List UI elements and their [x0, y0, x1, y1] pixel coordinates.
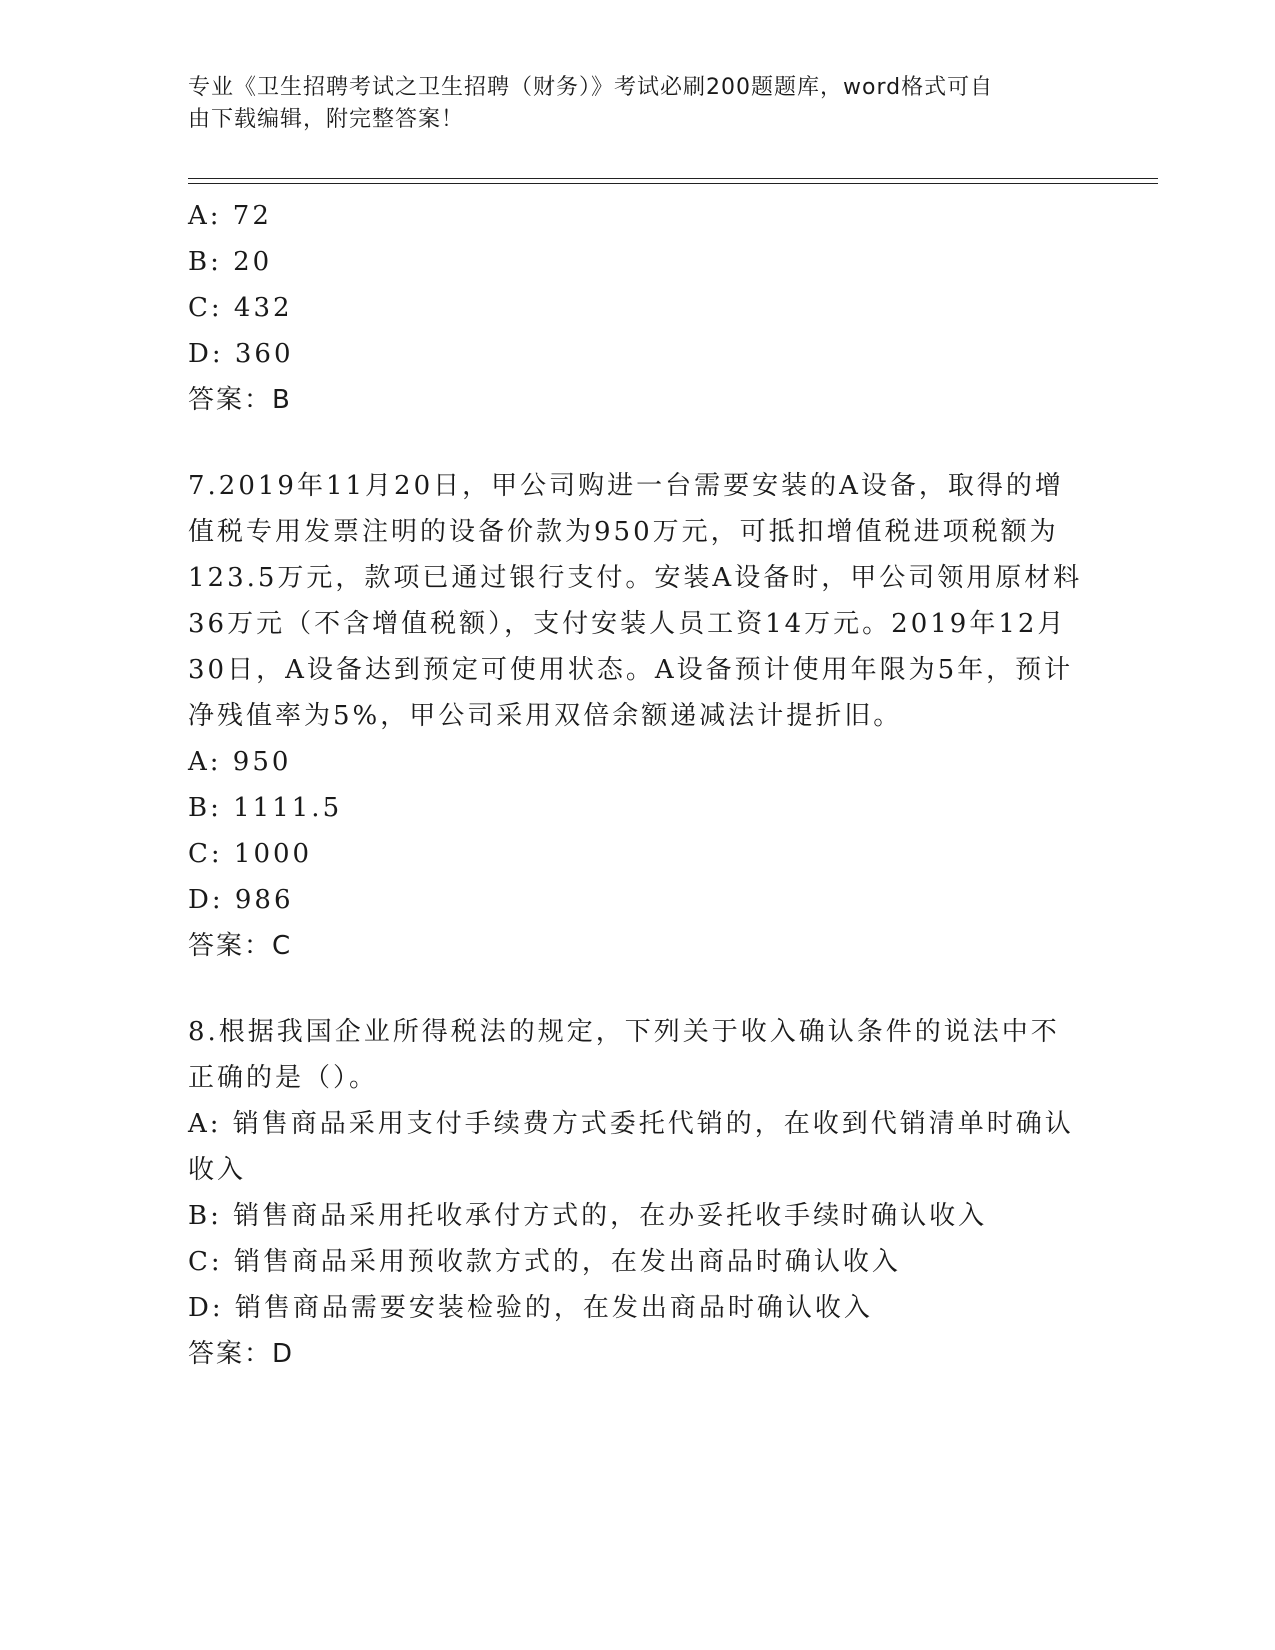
option-a: A: 950: [188, 747, 292, 777]
document-header: [188, 72, 1088, 136]
option-c: C: 1000: [188, 839, 313, 869]
option-b: B: 20: [188, 247, 273, 277]
answer: 答案：D: [188, 1339, 295, 1369]
answer: 答案：C: [188, 931, 293, 961]
document-body: [188, 193, 1088, 1377]
question-stem-line: 36万元（不含增值税额），支付安装人员工资14万元。2019年12月: [188, 609, 1067, 639]
question-stem-line: 7.2019年11月20日，甲公司购进一台需要安装的A设备，取得的增: [188, 471, 1064, 501]
question-8: [188, 1009, 1088, 1377]
question-stem-line: 8.根据我国企业所得税法的规定，下列关于收入确认条件的说法中不: [188, 1017, 1060, 1047]
option-d: D: 986: [188, 885, 294, 915]
option-b: B: 1111.5: [188, 793, 343, 823]
option-c: C: 432: [188, 293, 293, 323]
header-rule-bottom: [188, 183, 1158, 184]
option-a: A: 72: [188, 201, 272, 231]
question-6: [188, 193, 1088, 423]
question-stem-line: 净残值率为5%，甲公司采用双倍余额递减法计提折旧。: [188, 701, 903, 731]
question-stem-line: 123.5万元，款项已通过银行支付。安装A设备时，甲公司领用原材料: [188, 563, 1083, 593]
question-7: [188, 463, 1088, 969]
header-line-1: 专业《卫生招聘考试之卫生招聘（财务）》考试必刷200题题库，word格式可自: [188, 75, 994, 100]
header-line-2: 由下载编辑，附完整答案！: [188, 107, 465, 132]
question-stem-line: 正确的是（）。: [188, 1063, 379, 1093]
option-d: D: 360: [188, 339, 294, 369]
question-stem-line: 值税专用发票注明的设备价款为950万元，可抵扣增值税进项税额为: [188, 517, 1059, 547]
option-b: B: 销售商品采用托收承付方式的，在办妥托收手续时确认收入: [188, 1201, 988, 1231]
option-d: D: 销售商品需要安装检验的，在发出商品时确认收入: [188, 1293, 873, 1323]
option-a-continued: 收入: [188, 1155, 247, 1185]
option-c: C: 销售商品采用预收款方式的，在发出商品时确认收入: [188, 1247, 901, 1277]
option-a: A: 销售商品采用支付手续费方式委托代销的，在收到代销清单时确认: [188, 1109, 1074, 1139]
answer: 答案：B: [188, 385, 292, 415]
question-stem-line: 30日，A设备达到预定可使用状态。A设备预计使用年限为5年，预计: [188, 655, 1074, 685]
header-rule-top: [188, 178, 1158, 179]
